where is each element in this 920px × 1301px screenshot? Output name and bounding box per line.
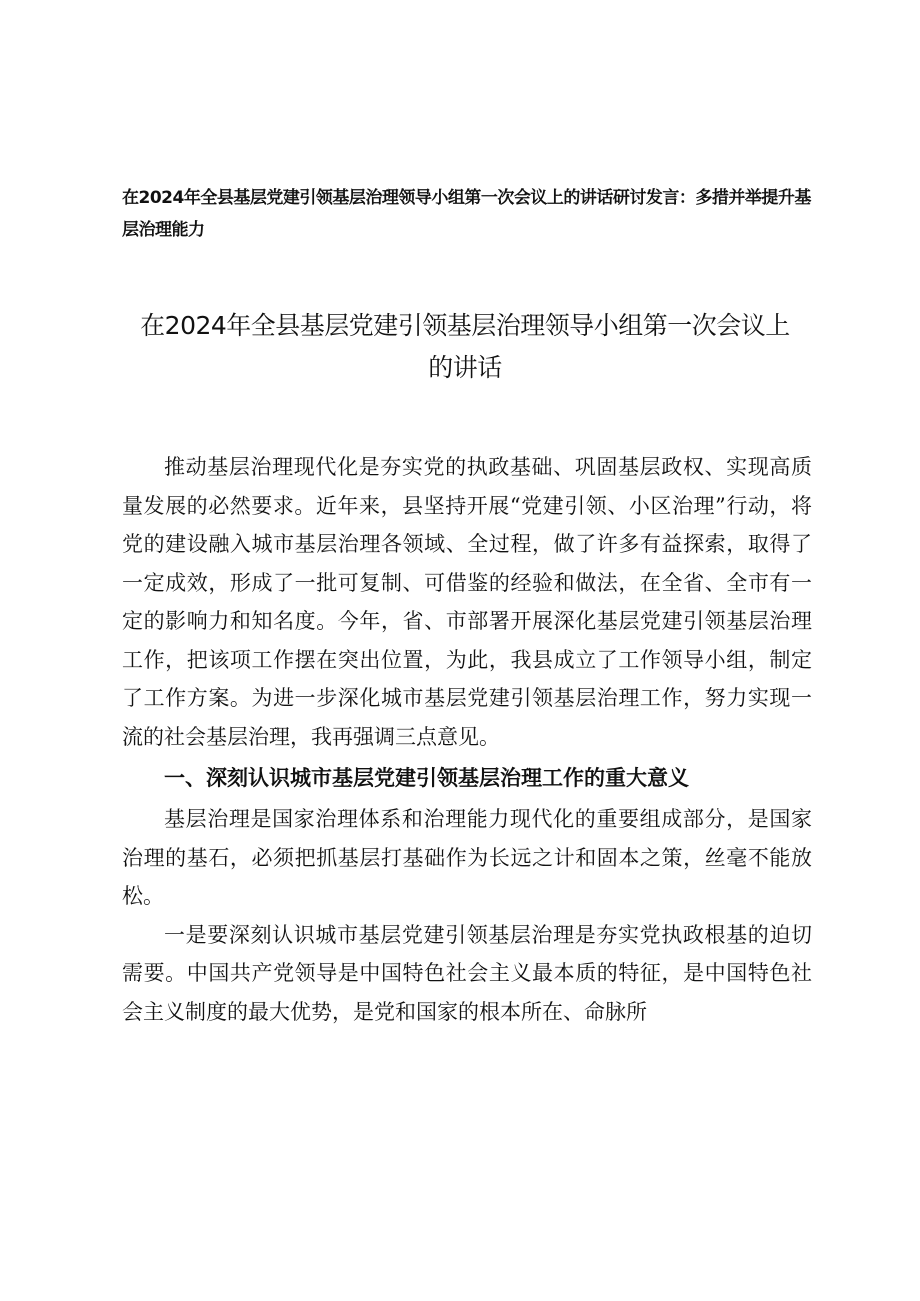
- document-header: 在2024年全县基层党建引领基层治理领导小组第一次会议上的讲话研讨发言：多措并举提升基层治理能力: [122, 188, 811, 240]
- section-heading: 一、深刻认识城市基层党建引领基层治理工作的重大意义: [164, 766, 689, 790]
- document-title: 在2024年全县基层党建引领基层治理领导小组第一次会议上的讲话: [140, 311, 790, 382]
- intro-paragraph: 推动基层治理现代化是夯实党的执政基础、巩固基层政权、实现高质量发展的必然要求。近年来，县坚持开展“党建引领、小区治理”行动，将党的建设融入城市基层治理各领域、全过程，做了许多有益探索，取得了一定成效，形成了一批可复制、可借鉴的经验和做法，在全省、全市有一定的影响力和知名度。今年，省、市部署开展深化基层党建引领基层治理工作，把该项工作摆在突出位置，为此，我县成立了工作领导小组，制定了工作方案。为进一步深化城市基层党建引领基层治理工作，努力实现一流的社会基层治理，我再强调三点意见。: [122, 455, 812, 749]
- section-paragraph: 一是要深刻认识城市基层党建引领基层治理是夯实党执政根基的迫切需要。中国共产党领导是中国特色社会主义最本质的特征，是中国特色社会主义制度的最大优势，是党和国家的根本所在、命脉所: [122, 922, 812, 1024]
- document-body: [122, 448, 812, 1031]
- section-paragraph: 基层治理是国家治理体系和治理能力现代化的重要组成部分，是国家治理的基石，必须把抓基层打基础作为长远之计和固本之策，丝毫不能放松。: [122, 807, 812, 908]
